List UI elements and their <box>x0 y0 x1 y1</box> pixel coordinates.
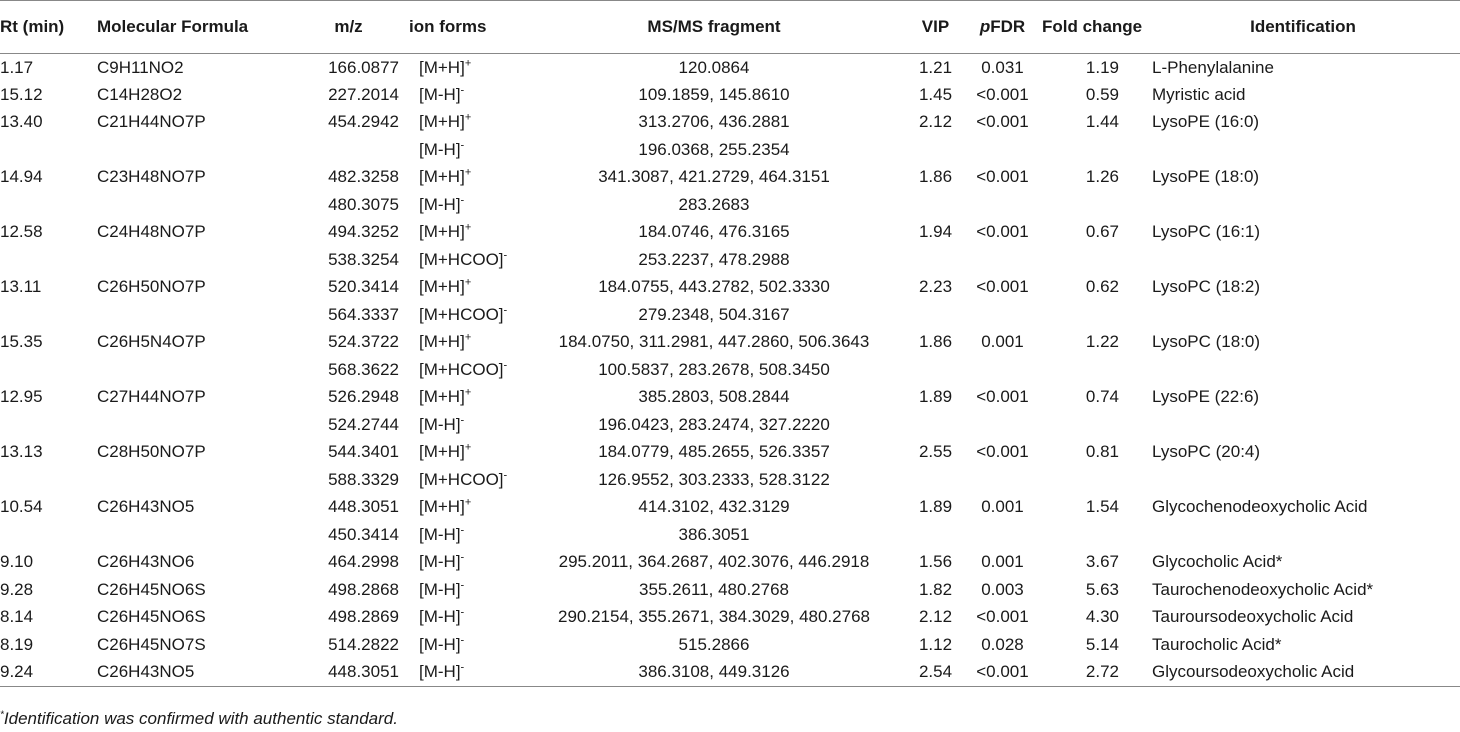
ion-form-base: [M+H] <box>419 167 465 187</box>
identification-cell <box>1146 466 1460 494</box>
ion-form-base: [M+H] <box>419 387 465 407</box>
mz-cell: 450.3414 <box>328 524 399 544</box>
ion-form-base: [M+HCOO] <box>419 359 504 379</box>
ion-form-cell <box>407 54 520 82</box>
ion-form-base: [M+H] <box>419 277 465 297</box>
mz-cell: 526.2948 <box>328 387 399 407</box>
formula-cell: C21H44NO7P <box>97 112 206 132</box>
identification-cell <box>1146 411 1460 439</box>
table-row <box>0 494 1460 522</box>
ion-form-base: [M-H] <box>419 524 461 544</box>
fold-change-cell: 5.14 <box>1085 634 1119 654</box>
msms-fragment-cell: 120.0864 <box>678 57 750 77</box>
formula-cell: C26H43NO5 <box>97 659 290 687</box>
identification-cell <box>1146 301 1460 329</box>
mz-cell: 227.2014 <box>328 84 399 104</box>
ion-form-cell <box>407 384 520 412</box>
fold-change-cell: 1.26 <box>1085 167 1119 187</box>
ion-form-base: [M-H] <box>419 84 461 104</box>
msms-fragment-cell: 515.2866 <box>678 634 750 654</box>
ion-form-cell <box>407 274 520 302</box>
ion-charge: - <box>460 579 465 592</box>
pfdr-cell: 0.028 <box>981 634 1024 654</box>
identification-cell <box>1146 521 1460 549</box>
msms-fragment-cell: 184.0750, 311.2981, 447.2860, 506.3643 <box>558 332 870 352</box>
mz-cell: 482.3258 <box>328 167 399 187</box>
ion-form-base: [M-H] <box>419 194 461 214</box>
vip-cell: 1.56 <box>918 552 953 572</box>
vip-cell: 2.12 <box>918 112 953 132</box>
identification-cell: Taurocholic Acid* <box>1152 634 1282 654</box>
ion-form-base: [M-H] <box>419 579 461 599</box>
identification-cell <box>1146 191 1460 219</box>
vip-cell <box>908 191 963 219</box>
mz-cell: 588.3329 <box>328 469 399 489</box>
table-row <box>0 549 1460 577</box>
table-row <box>0 274 1460 302</box>
mz-cell: 448.3051 <box>290 659 407 687</box>
pfdr-cell <box>963 521 1042 549</box>
table-row <box>0 136 1460 164</box>
rt-cell: 15.35 <box>0 332 43 352</box>
fold-change-cell <box>1042 246 1146 274</box>
table-row <box>0 576 1460 604</box>
pfdr-cell: <0.001 <box>976 607 1029 627</box>
table-row <box>0 631 1460 659</box>
table-row <box>0 191 1460 219</box>
msms-fragment-cell: 184.0755, 443.2782, 502.3330 <box>598 277 830 297</box>
formula-cell <box>97 521 290 549</box>
mz-cell <box>290 136 407 164</box>
table-row <box>0 219 1460 247</box>
identification-cell <box>1146 356 1460 384</box>
formula-cell: C14H28O2 <box>97 84 183 104</box>
table-row <box>0 521 1460 549</box>
ion-charge: - <box>503 469 508 482</box>
msms-fragment-cell: 341.3087, 421.2729, 464.3151 <box>598 167 830 187</box>
fold-change-cell <box>1042 301 1146 329</box>
fold-change-cell: 0.59 <box>1085 84 1119 104</box>
rt-cell: 14.94 <box>0 167 43 187</box>
identification-cell: Myristic acid <box>1152 84 1246 104</box>
ion-charge: + <box>464 496 472 509</box>
identification-cell: Tauroursodeoxycholic Acid <box>1152 607 1354 627</box>
vip-cell: 1.86 <box>918 167 953 187</box>
ion-charge: - <box>460 661 465 674</box>
msms-fragment-cell: 196.0368, 255.2354 <box>638 139 790 159</box>
vip-cell <box>908 466 963 494</box>
pfdr-cell <box>963 191 1042 219</box>
ion-form-cell <box>407 109 520 137</box>
table-row <box>0 109 1460 137</box>
table-row <box>0 329 1460 357</box>
pfdr-cell <box>963 356 1042 384</box>
mz-cell: 538.3254 <box>328 249 399 269</box>
pfdr-cell: 0.031 <box>981 57 1024 77</box>
pfdr-cell: <0.001 <box>963 659 1042 687</box>
msms-fragment-cell: 295.2011, 364.2687, 402.3076, 446.2918 <box>558 552 870 572</box>
msms-fragment-cell: 109.1859, 145.8610 <box>638 84 790 104</box>
rt-cell <box>0 246 97 274</box>
rt-cell <box>0 136 97 164</box>
rt-cell <box>0 356 97 384</box>
identification-cell: LysoPC (16:1) <box>1152 222 1261 242</box>
mz-cell: 448.3051 <box>328 497 399 517</box>
ion-form-base: [M+HCOO] <box>419 249 504 269</box>
ion-form-cell <box>407 521 520 549</box>
pfdr-cell <box>963 301 1042 329</box>
fold-change-cell <box>1042 136 1146 164</box>
ion-form-cell <box>407 439 520 467</box>
formula-cell <box>97 136 290 164</box>
fold-change-cell <box>1042 466 1146 494</box>
ion-charge: - <box>460 606 465 619</box>
rt-cell <box>0 521 97 549</box>
fold-change-cell <box>1042 191 1146 219</box>
header-pfdr <box>963 1 1042 54</box>
rt-cell: 10.54 <box>0 497 43 517</box>
ion-charge: - <box>460 551 465 564</box>
pfdr-cell: <0.001 <box>976 277 1029 297</box>
vip-cell: 1.12 <box>918 634 953 654</box>
ion-charge: + <box>464 276 472 289</box>
fold-change-cell: 0.74 <box>1085 387 1119 407</box>
ion-form-base: [M-H] <box>419 139 461 159</box>
vip-cell <box>908 136 963 164</box>
formula-cell: C9H11NO2 <box>97 57 184 77</box>
pfdr-cell <box>963 246 1042 274</box>
identification-cell: LysoPE (16:0) <box>1152 112 1260 132</box>
ion-form-cell <box>407 329 520 357</box>
mz-cell: 480.3075 <box>328 194 399 214</box>
mz-cell: 520.3414 <box>328 277 399 297</box>
ion-form-cell <box>407 164 520 192</box>
table-row <box>0 659 1460 687</box>
rt-cell: 8.14 <box>0 607 34 627</box>
fold-change-cell: 1.19 <box>1085 57 1119 77</box>
fold-change-cell: 0.62 <box>1085 277 1119 297</box>
fold-change-cell <box>1042 521 1146 549</box>
ion-charge: + <box>464 441 472 454</box>
ion-form-base: [M-H] <box>419 552 461 572</box>
identification-cell: LysoPC (20:4) <box>1152 442 1261 462</box>
ion-form-cell <box>407 576 520 604</box>
ion-form-cell <box>407 356 520 384</box>
rt-cell: 9.28 <box>0 579 34 599</box>
ion-charge: - <box>503 304 508 317</box>
ion-charge: + <box>464 56 472 69</box>
pfdr-cell: <0.001 <box>976 222 1029 242</box>
fold-change-cell: 1.44 <box>1085 112 1119 132</box>
msms-fragment-cell: 126.9552, 303.2333, 528.3122 <box>598 469 830 489</box>
vip-cell <box>908 521 963 549</box>
vip-cell: 1.89 <box>918 497 953 517</box>
ion-charge: - <box>503 249 508 262</box>
vip-cell: 1.82 <box>918 579 953 599</box>
ion-form-base: [M+H] <box>419 442 465 462</box>
ion-form-base: [M+HCOO] <box>419 304 504 324</box>
ion-form-base: [M-H] <box>419 662 461 681</box>
ion-form-cell <box>407 411 520 439</box>
mz-cell: 166.0877 <box>328 57 399 77</box>
ion-charge: - <box>460 84 465 97</box>
pfdr-cell: <0.001 <box>976 387 1029 407</box>
rt-cell <box>0 466 97 494</box>
ion-charge: - <box>460 139 465 152</box>
fold-change-cell: 0.67 <box>1085 222 1119 242</box>
identification-cell: Taurochenodeoxycholic Acid* <box>1152 579 1374 599</box>
pfdr-cell: 0.001 <box>981 552 1024 572</box>
ion-form-base: [M+H] <box>419 222 465 242</box>
rt-cell <box>0 301 97 329</box>
ion-form-cell <box>407 136 520 164</box>
formula-cell: C27H44NO7P <box>97 387 206 407</box>
identification-cell: Glycochenodeoxycholic Acid <box>1152 497 1368 517</box>
pfdr-cell: <0.001 <box>976 84 1029 104</box>
ion-form-cell <box>407 301 520 329</box>
rt-cell: 13.13 <box>0 442 43 462</box>
formula-cell <box>97 301 290 329</box>
ion-form-cell <box>407 659 520 687</box>
header-ion-forms: ion forms <box>407 1 520 54</box>
msms-fragment-cell: 385.2803, 508.2844 <box>638 387 790 407</box>
vip-cell <box>908 246 963 274</box>
fold-change-cell <box>1042 356 1146 384</box>
msms-fragment-cell: 386.3051 <box>678 524 750 544</box>
ion-form-base: [M-H] <box>419 414 461 434</box>
ion-charge: - <box>503 359 508 372</box>
formula-cell: C26H43NO6 <box>97 552 195 572</box>
pfdr-cell <box>963 411 1042 439</box>
msms-fragment-cell: 414.3102, 432.3129 <box>638 497 790 517</box>
mz-cell: 568.3622 <box>328 359 399 379</box>
mz-cell: 498.2869 <box>328 607 399 627</box>
rt-cell <box>0 191 97 219</box>
table-footnote <box>0 709 398 729</box>
formula-cell <box>97 356 290 384</box>
identification-cell: LysoPC (18:0) <box>1152 332 1261 352</box>
vip-cell: 2.55 <box>918 442 953 462</box>
header-fold-change: Fold change <box>1042 1 1146 54</box>
identification-cell: LysoPE (18:0) <box>1152 167 1260 187</box>
header-mz: m/z <box>290 1 407 54</box>
header-row <box>0 1 1460 54</box>
table-row <box>0 54 1460 82</box>
ion-form-cell <box>407 81 520 109</box>
rt-cell: 8.19 <box>0 634 34 654</box>
ion-charge: - <box>460 524 465 537</box>
ion-form-cell <box>407 219 520 247</box>
table-row <box>0 164 1460 192</box>
formula-cell <box>97 411 290 439</box>
ion-form-base: [M+H] <box>419 497 465 517</box>
ion-charge: + <box>464 111 472 124</box>
header-formula: Molecular Formula <box>97 1 290 54</box>
ion-form-cell <box>407 494 520 522</box>
ion-form-cell <box>407 466 520 494</box>
mz-cell: 564.3337 <box>328 304 399 324</box>
fold-change-cell: 3.67 <box>1085 552 1119 572</box>
table-header <box>0 1 1460 54</box>
ion-charge: - <box>460 414 465 427</box>
vip-cell: 1.21 <box>918 57 953 77</box>
header-pfdr-rest: FDR <box>990 17 1026 36</box>
table-row <box>0 301 1460 329</box>
formula-cell <box>97 466 290 494</box>
header-msms-fragment: MS/MS fragment <box>520 1 908 54</box>
rt-cell: 13.40 <box>0 112 43 132</box>
header-pfdr-p: p <box>979 17 991 36</box>
mz-cell: 464.2998 <box>328 552 399 572</box>
identification-cell: Glycoursodeoxycholic Acid <box>1146 659 1460 687</box>
ion-charge: + <box>464 386 472 399</box>
pfdr-cell: 0.001 <box>981 497 1024 517</box>
vip-cell: 1.89 <box>918 387 953 407</box>
identification-cell: LysoPE (22:6) <box>1152 387 1260 407</box>
pfdr-cell: <0.001 <box>976 167 1029 187</box>
rt-cell: 9.10 <box>0 552 34 572</box>
table-row <box>0 466 1460 494</box>
formula-cell <box>97 246 290 274</box>
ion-form-cell <box>407 246 520 274</box>
mz-cell: 544.3401 <box>328 442 399 462</box>
ion-form-base: [M-H] <box>419 607 461 627</box>
ion-form-base: [M+H] <box>419 57 465 77</box>
table-row <box>0 439 1460 467</box>
identification-cell: Glycocholic Acid* <box>1152 552 1283 572</box>
footnote-text: Identification was confirmed with authentic standard. <box>3 709 398 728</box>
header-identification: Identification <box>1146 1 1460 54</box>
msms-fragment-cell: 283.2683 <box>678 194 750 214</box>
identification-cell <box>1146 136 1460 164</box>
formula-cell: C24H48NO7P <box>97 222 206 242</box>
pfdr-cell: <0.001 <box>976 112 1029 132</box>
mz-cell: 454.2942 <box>328 112 399 132</box>
vip-cell: 2.54 <box>908 659 963 687</box>
vip-cell: 1.94 <box>918 222 953 242</box>
ion-form-base: [M+H] <box>419 112 465 132</box>
vip-cell <box>908 411 963 439</box>
mz-cell: 514.2822 <box>328 634 399 654</box>
msms-fragment-cell: 100.5837, 283.2678, 508.3450 <box>598 359 830 379</box>
table-body <box>0 54 1460 687</box>
pfdr-cell <box>963 136 1042 164</box>
identification-cell: LysoPC (18:2) <box>1152 277 1261 297</box>
mz-cell: 524.2744 <box>328 414 399 434</box>
identification-cell <box>1146 246 1460 274</box>
ion-form-cell <box>407 549 520 577</box>
ion-form-cell <box>407 191 520 219</box>
rt-cell: 1.17 <box>0 57 34 77</box>
pfdr-cell: 0.003 <box>981 579 1024 599</box>
vip-cell: 1.45 <box>918 84 953 104</box>
formula-cell: C26H45NO6S <box>97 607 206 627</box>
ion-form-base: [M-H] <box>419 634 461 654</box>
rt-cell: 15.12 <box>0 84 43 104</box>
ion-charge: - <box>460 194 465 207</box>
mz-cell: 524.3722 <box>328 332 399 352</box>
table-row <box>0 356 1460 384</box>
ion-charge: + <box>464 221 472 234</box>
vip-cell <box>908 301 963 329</box>
msms-fragment-cell: 355.2611, 480.2768 <box>639 579 789 599</box>
rt-cell: 12.95 <box>0 387 43 407</box>
msms-fragment-cell: 184.0746, 476.3165 <box>638 222 790 242</box>
vip-cell: 2.23 <box>918 277 953 297</box>
vip-cell: 2.12 <box>918 607 953 627</box>
formula-cell: C26H5N4O7P <box>97 332 206 352</box>
table-row <box>0 81 1460 109</box>
ion-charge: + <box>464 166 472 179</box>
footnote-mark: * <box>0 709 4 721</box>
formula-cell: C26H45NO6S <box>97 579 206 599</box>
ion-form-base: [M+H] <box>419 332 465 352</box>
formula-cell: C26H45NO7S <box>97 634 206 654</box>
mz-cell: 494.3252 <box>328 222 399 242</box>
vip-cell <box>908 356 963 384</box>
msms-fragment-cell: 386.3108, 449.3126 <box>520 659 908 687</box>
pfdr-cell: 0.001 <box>981 332 1024 352</box>
msms-fragment-cell: 253.2237, 478.2988 <box>638 249 790 269</box>
fold-change-cell <box>1042 411 1146 439</box>
pfdr-cell: <0.001 <box>976 442 1029 462</box>
msms-fragment-cell: 279.2348, 504.3167 <box>638 304 790 324</box>
ion-charge: - <box>460 634 465 647</box>
ion-form-base: [M+HCOO] <box>419 469 504 489</box>
msms-fragment-cell: 290.2154, 355.2671, 384.3029, 480.2768 <box>558 607 870 627</box>
formula-cell: C26H50NO7P <box>97 277 206 297</box>
vip-cell: 1.86 <box>918 332 953 352</box>
table-row <box>0 411 1460 439</box>
formula-cell: C26H43NO5 <box>97 497 195 517</box>
fold-change-cell: 1.22 <box>1085 332 1119 352</box>
fold-change-cell: 5.63 <box>1085 579 1119 599</box>
fold-change-cell: 1.54 <box>1085 497 1119 517</box>
table-row <box>0 246 1460 274</box>
formula-cell <box>97 191 290 219</box>
mz-cell: 498.2868 <box>328 579 399 599</box>
ion-form-cell <box>407 631 520 659</box>
rt-cell: 12.58 <box>0 222 43 242</box>
fold-change-cell: 0.81 <box>1085 442 1119 462</box>
rt-cell: 9.24 <box>0 659 97 687</box>
msms-fragment-cell: 196.0423, 283.2474, 327.2220 <box>598 414 830 434</box>
ion-form-cell <box>407 604 520 632</box>
fold-change-cell: 4.30 <box>1085 607 1119 627</box>
ion-charge: + <box>464 331 472 344</box>
rt-cell: 13.11 <box>0 277 42 297</box>
formula-cell: C23H48NO7P <box>97 167 206 187</box>
fold-change-cell: 2.72 <box>1042 659 1146 687</box>
table-row <box>0 604 1460 632</box>
identification-cell: L-Phenylalanine <box>1152 57 1274 77</box>
msms-fragment-cell: 313.2706, 436.2881 <box>638 112 790 132</box>
header-rt: Rt (min) <box>0 1 97 54</box>
table-row <box>0 384 1460 412</box>
formula-cell: C28H50NO7P <box>97 442 206 462</box>
rt-cell <box>0 411 97 439</box>
pfdr-cell <box>963 466 1042 494</box>
header-vip: VIP <box>908 1 963 54</box>
msms-fragment-cell: 184.0779, 485.2655, 526.3357 <box>598 442 830 462</box>
